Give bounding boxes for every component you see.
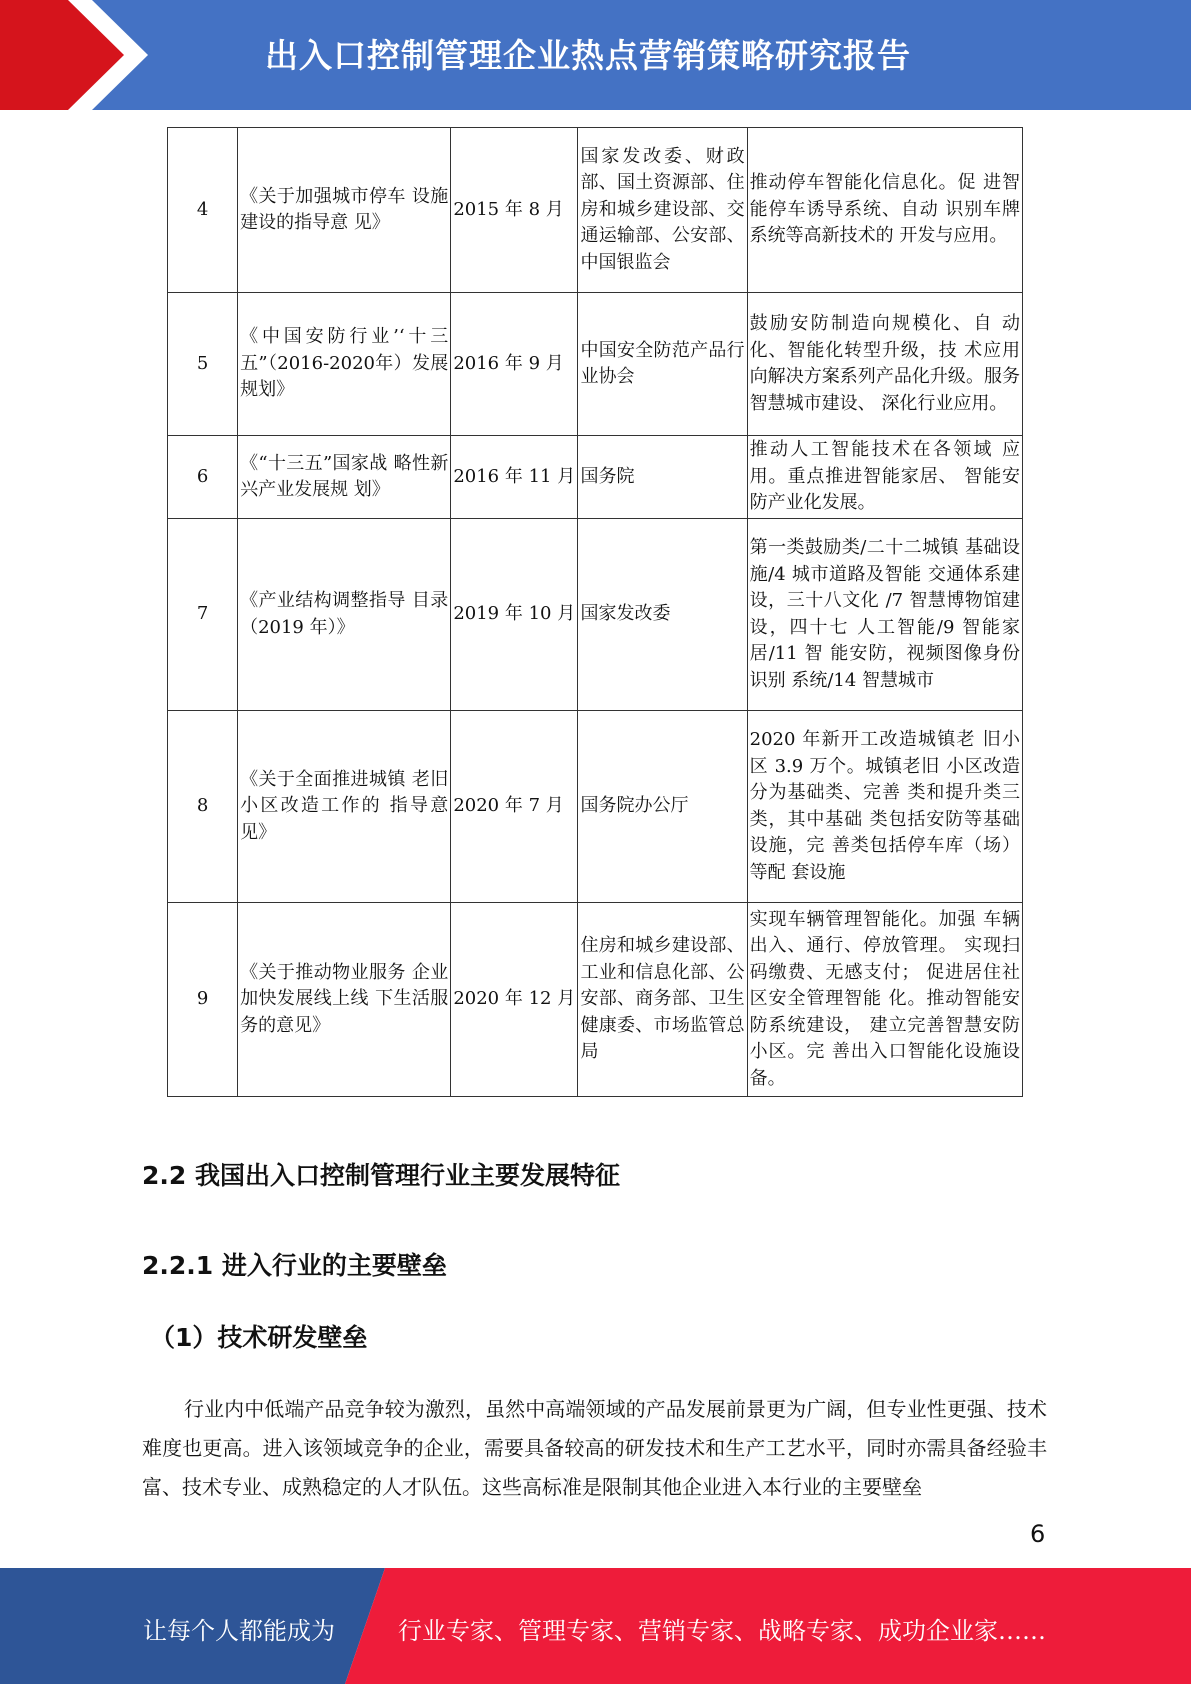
row-number-cell: 5 (168, 293, 238, 436)
section-heading: 2.2 我国出入口控制管理行业主要发展特征 (142, 1161, 620, 1190)
header-arrow-decoration (0, 0, 150, 110)
policy-name-cell: 《关于推动物业服务 企业加快发展线上线 下生活服务的意见》 (238, 903, 451, 1097)
report-title: 出入口控制管理企业热点营销策略研究报告 (265, 36, 911, 75)
row-number-cell: 4 (168, 128, 238, 293)
table-row (168, 903, 1023, 1097)
content-cell: 实现车辆管理智能化。加强 车辆出入、通行、停放管理。 实现扫码缴费、无感支付； 促进居住社区安全管理智能 化。推动智能安防系统建设， 建立完善智慧安防小区。完 善出入口智能化设施设备。 (747, 903, 1022, 1097)
subsubsection-heading: （1）技术研发壁垒 (150, 1323, 368, 1352)
page-footer (0, 1568, 1191, 1684)
date-cell: 2019 年 10 月 (451, 519, 578, 711)
policy-table (167, 127, 1023, 1097)
content-cell: 2020 年新开工改造城镇老 旧小区 3.9 万个。城镇老旧 小区改造分为基础类、完善 类和提升类三类，其中基础 类包括安防等基础设施，完 善类包括停车库（场）等配 套设施 (747, 711, 1022, 903)
policy-name-cell: 《中国安防行业’‘十三五”（2016-2020年）发展规划》 (238, 293, 451, 436)
policy-name-cell: 《“十三五”国家战 略性新兴产业发展规 划》 (238, 436, 451, 519)
content-cell: 第一类鼓励类/二十二城镇 基础设施/4 城市道路及智能 交通体系建设，三十八文化 /7 智慧博物馆建设，四十七 人工智能/9 智能家居/11 智 能安防，视频图像身份识别 系统/14 智慧城市 (747, 519, 1022, 711)
page-number: 6 (1030, 1520, 1046, 1548)
date-cell: 2020 年 7 月 (451, 711, 578, 903)
issuing-org-cell: 国务院 (578, 436, 747, 519)
date-cell: 2020 年 12 月 (451, 903, 578, 1097)
body-paragraph: 行业内中低端产品竞争较为激烈，虽然中高端领域的产品发展前景更为广阔，但专业性更强、技术难度也更高。进入该领域竞争的企业，需要具备较高的研发技术和生产工艺水平，同时亦需具备经验丰富、技术专业、成熟稳定的人才队伍。这些高标准是限制其他企业进入本行业的主要壁垒 (142, 1397, 1047, 1499)
date-cell: 2016 年 11 月 (451, 436, 578, 519)
content-cell: 推动人工智能技术在各领域 应用。重点推进智能家居、 智能安防产业化发展。 (747, 436, 1022, 519)
page-header (0, 0, 1191, 110)
issuing-org-cell: 国家发改委、财政部、国土资源部、住房和城乡建设部、交通运输部、公安部、中国银监会 (578, 128, 747, 293)
policy-name-cell: 《关于全面推进城镇 老旧小区改造工作的 指导意见》 (238, 711, 451, 903)
row-number-cell: 9 (168, 903, 238, 1097)
issuing-org-cell: 中国安全防范产品行业协会 (578, 293, 747, 436)
content-cell: 推动停车智能化信息化。促 进智能停车诱导系统、自动 识别车牌系统等高新技术的 开发与应用。 (747, 128, 1022, 293)
subsection-heading: 2.2.1 进入行业的主要壁垒 (142, 1251, 447, 1280)
table-row (168, 711, 1023, 903)
policy-name-cell: 《关于加强城市停车 设施建设的指导意 见》 (238, 128, 451, 293)
row-number-cell: 8 (168, 711, 238, 903)
table-row (168, 436, 1023, 519)
table-row (168, 293, 1023, 436)
date-cell: 2016 年 9 月 (451, 293, 578, 436)
policy-name-cell: 《产业结构调整指导 目录（2019 年）》 (238, 519, 451, 711)
issuing-org-cell: 国务院办公厅 (578, 711, 747, 903)
row-number-cell: 6 (168, 436, 238, 519)
date-cell: 2015 年 8 月 (451, 128, 578, 293)
row-number-cell: 7 (168, 519, 238, 711)
issuing-org-cell: 住房和城乡建设部、工业和信息化部、公安部、商务部、卫生健康委、市场监管总局 (578, 903, 747, 1097)
table-row (168, 519, 1023, 711)
content-cell: 鼓励安防制造向规模化、自 动化、智能化转型升级，技 术应用向解决方案系列产品化升级。服务智慧城市建设、 深化行业应用。 (747, 293, 1022, 436)
table-row (168, 128, 1023, 293)
footer-slogan-left: 让每个人都能成为 (143, 1617, 335, 1645)
footer-slogan-right: 行业专家、管理专家、营销专家、战略专家、成功企业家…… (398, 1617, 1046, 1645)
issuing-org-cell: 国家发改委 (578, 519, 747, 711)
